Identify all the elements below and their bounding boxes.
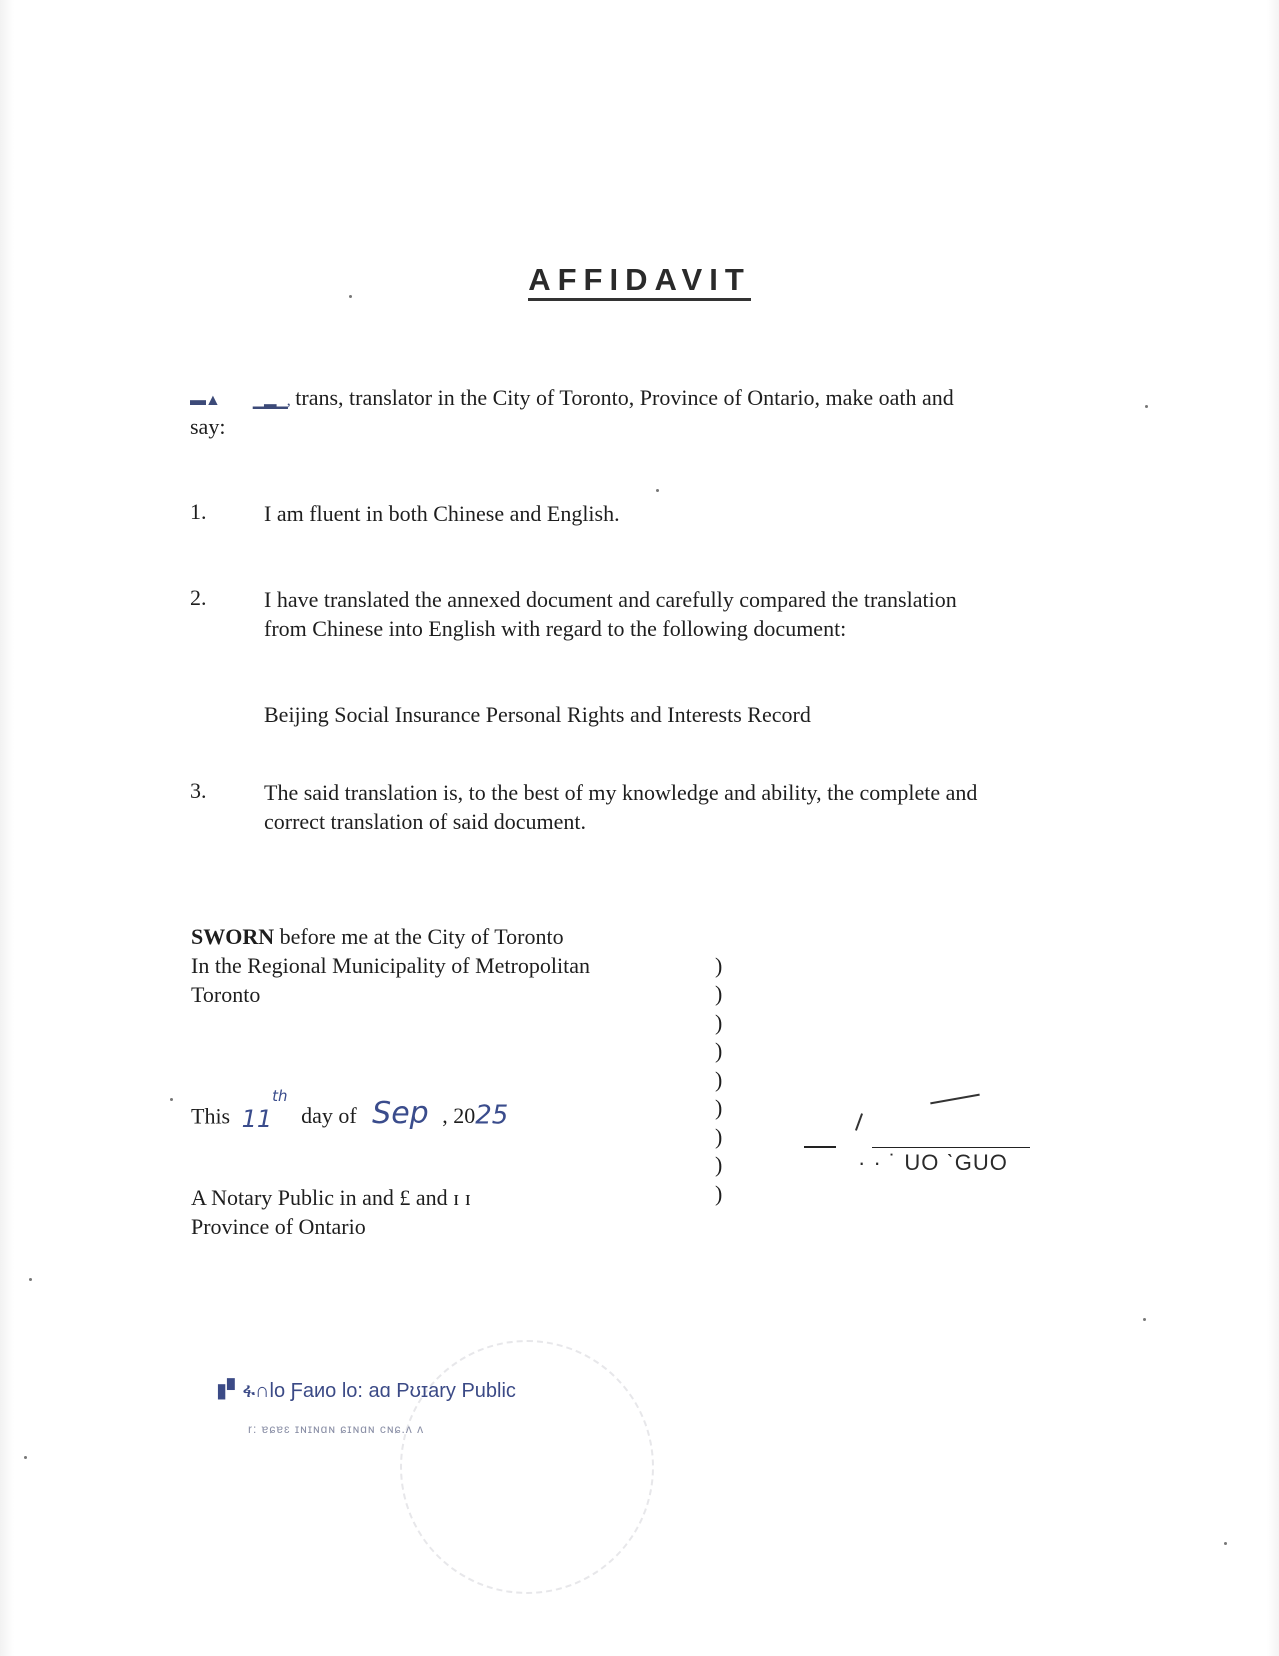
year-prefix: , 20 — [442, 1103, 476, 1129]
paren-5: ) — [715, 1067, 723, 1092]
notary-line-2: Province of Ontario — [191, 1214, 366, 1239]
redacted-name-first: ▬▲ — [190, 392, 220, 409]
handwritten-month: Sep — [372, 1096, 429, 1132]
notary-stamp-line-2: r: ɐɕɐɛ ɪɴɪɴɑɴ ɕɪɴɑɴ ᴄɴɕ.ᴧ ᴧ — [248, 1422, 425, 1436]
scan-speck — [1145, 405, 1148, 408]
signature-stroke — [930, 1094, 980, 1105]
notary-line-1: A Notary Public in and £ and ɪ ɪ — [191, 1185, 471, 1210]
date-line — [191, 1087, 509, 1134]
paren-2: ) — [715, 981, 723, 1006]
redacted-name-last: ▁▂▁, — [252, 392, 290, 409]
paren-6: ) — [715, 1095, 723, 1120]
scan-speck — [24, 1456, 27, 1459]
jurat-line-3: Toronto — [191, 982, 261, 1007]
scan-speck — [29, 1278, 32, 1281]
signature-line — [872, 1147, 1030, 1148]
item-2-line-2: from Chinese into English with regard to the following document: — [264, 616, 847, 641]
scan-edge-left — [0, 0, 14, 1656]
paren-3: ) — [715, 1010, 723, 1035]
day-of-label: day of — [301, 1103, 357, 1129]
intro-text: trans, translator in the City of Toronto, Province of Ontario, make oath and — [289, 385, 954, 410]
scan-speck — [170, 1098, 173, 1101]
item-1-line-1: I am fluent in both Chinese and English. — [264, 501, 620, 526]
item-2-line-1: I have translated the annexed document and carefully compared the translation — [264, 587, 957, 612]
scan-edge-right — [1267, 0, 1279, 1656]
signature-stroke-small — [855, 1113, 863, 1131]
scan-speck — [656, 489, 659, 492]
signature-dash — [804, 1146, 836, 1148]
this-label: This — [191, 1103, 231, 1129]
scan-speck — [1224, 1542, 1227, 1545]
signatory-name: · · ˙ UO ˋGUO — [858, 1150, 1008, 1175]
intro-line-1 — [190, 383, 954, 415]
item-number-2: 2. — [190, 585, 207, 610]
handwritten-year: 25 — [475, 1100, 509, 1131]
item-number-3: 3. — [190, 778, 207, 803]
sworn-text: before me at the City of Toronto — [274, 924, 564, 949]
document-title: AFFIDAVIT — [0, 262, 1279, 298]
sworn-label: SWORN — [191, 924, 275, 949]
paren-1: ) — [715, 953, 723, 978]
item-3-line-1: The said translation is, to the best of my knowledge and ability, the complete and — [264, 780, 978, 805]
jurat-line-2: In the Regional Municipality of Metropolitan — [191, 953, 590, 978]
handwritten-day-suffix: th — [272, 1087, 288, 1105]
scan-speck — [1143, 1318, 1146, 1321]
handwritten-day: 11 — [241, 1105, 273, 1134]
intro-line-2: say: — [190, 414, 226, 439]
item-number-1: 1. — [190, 499, 207, 524]
paren-7: ) — [715, 1124, 723, 1149]
referenced-document-name: Beijing Social Insurance Personal Rights and Interests Record — [264, 702, 811, 727]
paren-9: ) — [715, 1181, 723, 1206]
paren-8: ) — [715, 1152, 723, 1177]
paren-4: ) — [715, 1038, 723, 1063]
jurat-line-1 — [191, 922, 564, 951]
item-3-line-2: correct translation of said document. — [264, 809, 586, 834]
notary-stamp-line-1: ▮▘ፋ∩lo Ƒaᴎo lo: aɑ Pʊɪary Public — [216, 1380, 516, 1402]
scan-speck — [349, 295, 352, 298]
